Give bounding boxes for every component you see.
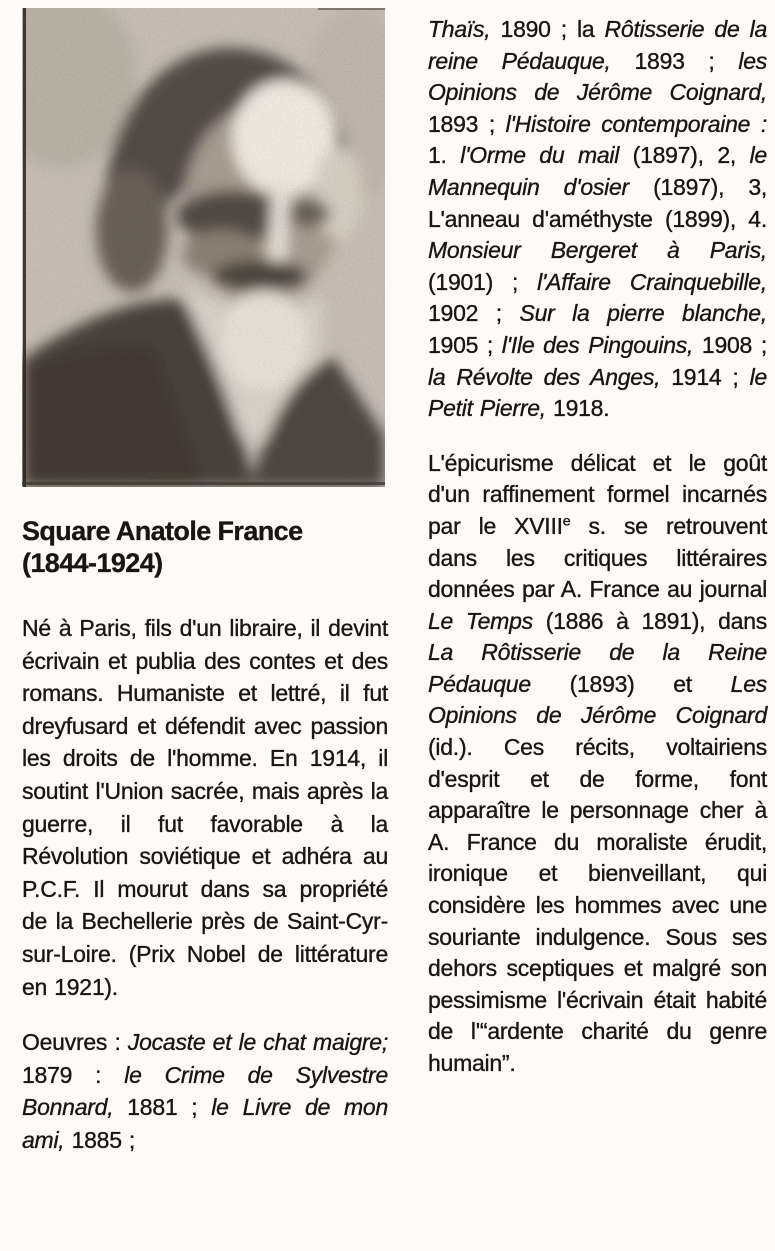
commentary-paragraph: L'épicurisme délicat et le goût d'un raffinement formel incarnés par le XVIIIe s. se retrouvent dans les critiques littéraires données par A. France au journal Le Temps (1886 à 1891), dans La Rôtisserie de la Reine Pédauque (1893) et Les Opinions de Jérôme Coignard (id.). Ces récits, voltairiens d'esprit et de forme, font apparaître le personnage cher à A. France du moraliste érudit, ironique et bienveillant, qui considère les hommes avec une souriante indulgence. Sous ses dehors sceptiques et malgré son pessimisme l'écrivain était habité de l'“ardente charité du genre humain”.	[428, 449, 767, 1076]
heading-dates: (1844-1924)	[22, 548, 163, 578]
portrait-photo	[22, 8, 385, 487]
bio-paragraph: Né à Paris, fils d'un libraire, il devint écrivain et publia des contes et des romans. Humaniste et lettré, il fut dreyfusard et défendit avec passion les droits de l'homme. En 1914, il soutint l'Union sacrée, mais après la guerre, il fut favorable à la Révolution soviétique et adhéra au P.C.F. Il mourut dans sa propriété de la Bechellerie près de Saint-Cyr-sur-Loire. (Prix Nobel de littérature en 1921).	[22, 615, 388, 1000]
works-paragraph-left: Oeuvres : Jocaste et le chat maigre; 1879 : le Crime de Sylvestre Bonnard, 1881 ; le Livre de mon ami, 1885 ;	[22, 1029, 388, 1153]
heading-name: Square Anatole France	[22, 516, 303, 546]
left-column	[22, 0, 388, 1180]
article-heading	[22, 515, 388, 579]
right-column	[428, 14, 767, 1103]
portrait-photo-image	[22, 8, 385, 487]
works-paragraph-right: Thaïs, 1890 ; la Rôtisserie de la reine Pédauque, 1893 ; les Opinions de Jérôme Coignard, 1893 ; l'Histoire contemporaine : 1. l'Orme du mail (1897), 2, le Mannequin d'osier (1897), 3, L'anneau d'améthyste (1899), 4. Monsieur Bergeret à Paris, (1901) ; l'Affaire Crainquebille, 1902 ; Sur la pierre blanche, 1905 ; l'Ile des Pingouins, 1908 ; la Révolte des Anges, 1914 ; le Petit Pierre, 1918.	[428, 16, 768, 422]
